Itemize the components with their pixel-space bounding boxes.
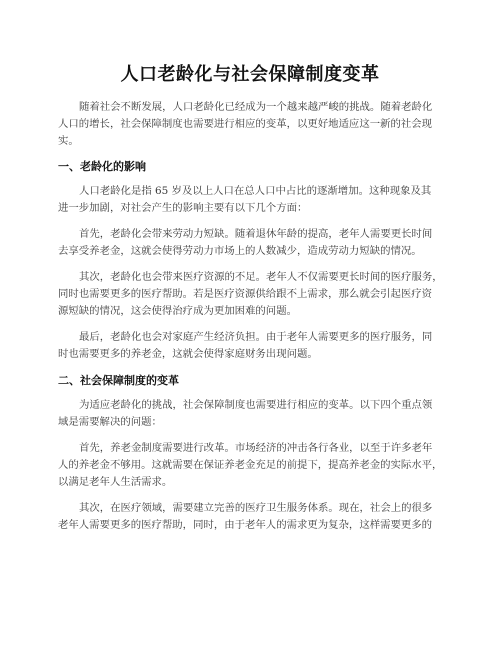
text-line: 时也需要更多的养老金，这就会使得家庭财务出现问题。 — [58, 348, 318, 360]
text-line: 去享受养老金，这就会使得劳动力市场上的人数减少，造成劳动力短缺的情况。 — [58, 245, 422, 257]
text-line: 实。 — [58, 135, 79, 147]
body-paragraph — [58, 397, 442, 431]
body-paragraph — [58, 269, 442, 320]
text-line: 首先，老龄化会带来劳动力短缺。随着退休年龄的提高，老年人需要更长时间 — [79, 228, 433, 240]
text-line: 最后，老龄化也会对家庭产生经济负担。由于老年人需要更多的医疗服务，同 — [79, 331, 433, 343]
text-line: 源短缺的情况，这会使得治疗成为更加困难的问题。 — [58, 305, 297, 317]
text-line: 随着社会不断发展，人口老龄化已经成为一个越来越严峻的挑战。随着老龄化 — [79, 101, 433, 113]
body-paragraph — [58, 440, 442, 491]
body-paragraph — [58, 183, 442, 217]
body-paragraph — [58, 329, 442, 363]
section-heading-impact: 一、老龄化的影响 — [58, 160, 146, 173]
text-line: 人口老龄化是指 65 岁及以上人口在总人口中占比的逐渐增加。这种现象及其 — [79, 185, 432, 197]
section-heading-reform: 二、社会保障制度的变革 — [58, 374, 179, 387]
text-line: 人口的增长，社会保障制度也需要进行相应的变革，以更好地适应这一新的社会现 — [58, 118, 433, 130]
text-line: 同时也需要更多的医疗帮助。若是医疗资源供给跟不上需求，那么就会引起医疗资 — [58, 288, 433, 300]
text-line: 人的养老金不够用。这就需要在保证养老金充足的前提下，提高养老金的实际水平， — [58, 459, 443, 471]
intro-paragraph — [58, 99, 442, 150]
body-paragraph — [58, 500, 442, 534]
text-line: 其次，在医疗领域，需要建立完善的医疗卫生服务体系。现在，社会上的很多 — [79, 502, 433, 514]
text-line: 域是需要解决的问题： — [58, 416, 162, 428]
text-line: 其次，老龄化也会带来医疗资源的不足。老年人不仅需要更长时间的医疗服务， — [79, 271, 443, 283]
document-title: 人口老龄化与社会保障制度变革 — [120, 64, 380, 85]
body-paragraph — [58, 226, 442, 260]
text-line: 首先，养老金制度需要进行改革。市场经济的冲击各行各业，以至于许多老年 — [79, 442, 433, 454]
text-line: 以满足老年人生活需求。 — [58, 476, 173, 488]
text-line: 进一步加剧，对社会产生的影响主要有以下几个方面： — [58, 202, 308, 214]
text-line: 为适应老龄化的挑战，社会保障制度也需要进行相应的变革。以下四个重点领 — [79, 399, 433, 411]
text-line: 老年人需要更多的医疗帮助，同时，由于老年人的需求更为复杂，这样需要更多的 — [58, 519, 433, 531]
